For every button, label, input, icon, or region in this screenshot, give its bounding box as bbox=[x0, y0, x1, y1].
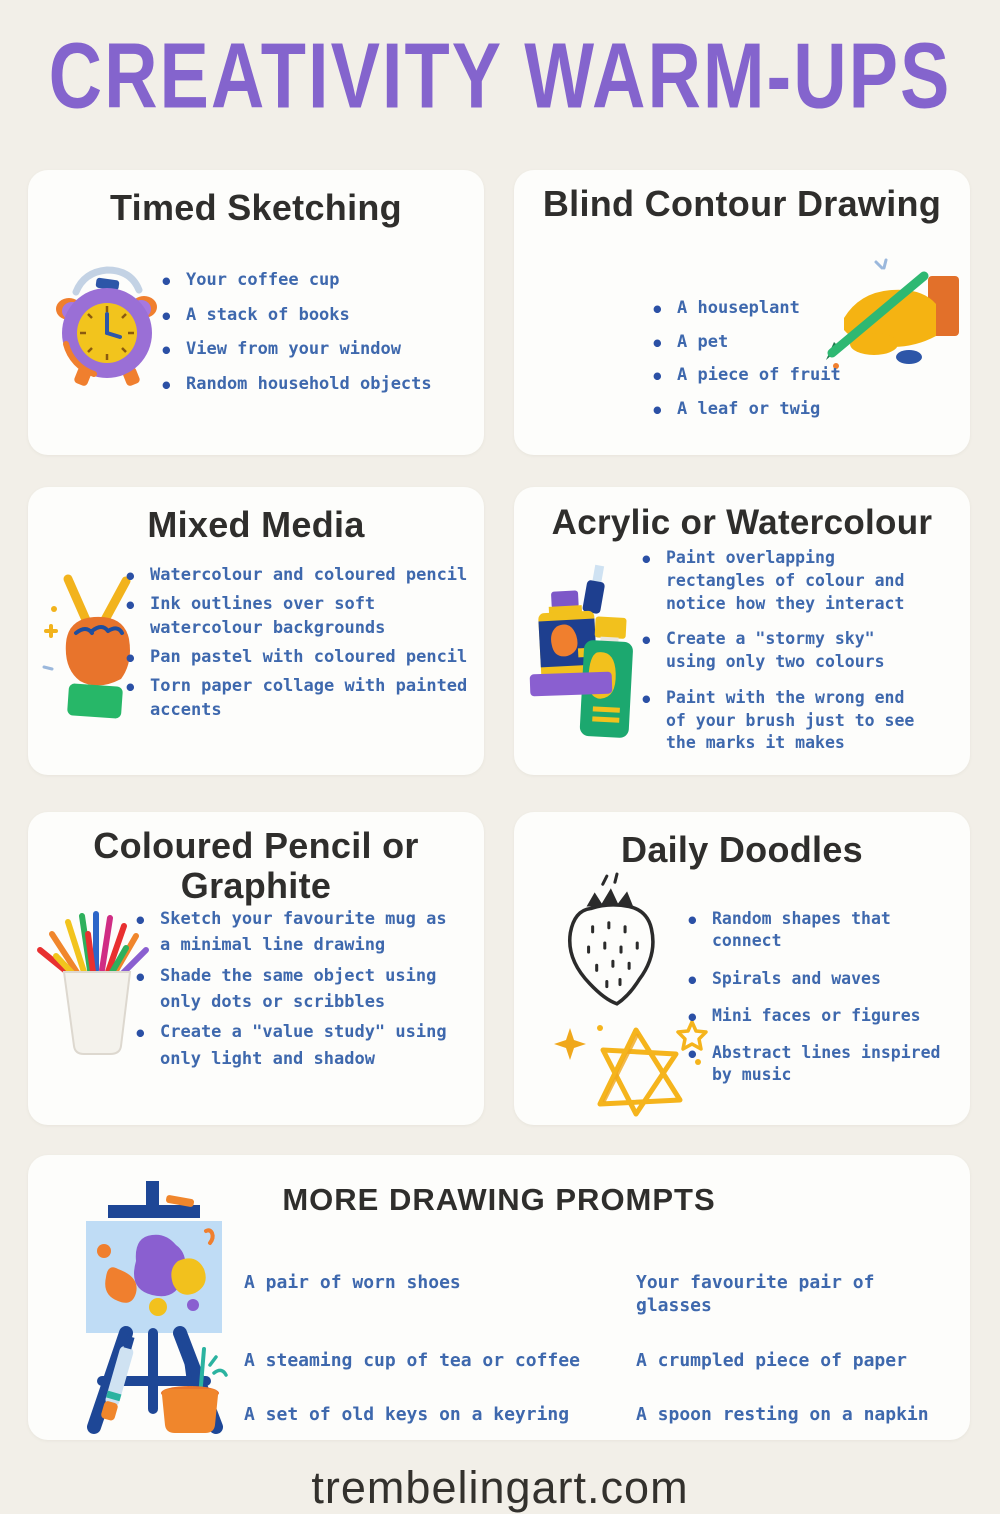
list-item: • A leaf or twig bbox=[647, 397, 897, 423]
website-url: trembelingart.com bbox=[311, 1462, 689, 1513]
prompt-list bbox=[120, 563, 472, 727]
prompt-list bbox=[636, 547, 928, 768]
prompt-item: Your favourite pair of glasses bbox=[636, 1272, 875, 1317]
list-item: • Spirals and waves bbox=[682, 968, 954, 990]
list-item: • Abstract lines inspired by music bbox=[682, 1042, 954, 1087]
prompt-item: A pair of worn shoes bbox=[244, 1272, 461, 1293]
card-daily-doodles bbox=[514, 812, 970, 1125]
card-heading: MORE DRAWING PROMPTS bbox=[282, 1182, 716, 1217]
card-timed-sketching bbox=[28, 170, 484, 455]
card-acrylic-or-watercolour bbox=[514, 487, 970, 775]
prompt-list bbox=[130, 906, 452, 1076]
list-item: • Mini faces or figures bbox=[682, 1005, 954, 1027]
more-prompts-grid bbox=[244, 1271, 956, 1427]
list-item: • Your coffee cup bbox=[156, 268, 484, 294]
easel-icon bbox=[64, 1177, 240, 1435]
card-heading: Mixed Media bbox=[147, 504, 365, 545]
card-more-drawing-prompts bbox=[28, 1155, 970, 1440]
list-item: • Watercolour and coloured pencil bbox=[120, 563, 472, 588]
prompt-item: A set of old keys on a keyring bbox=[244, 1404, 570, 1426]
card-heading: Daily Doodles bbox=[621, 829, 863, 870]
list-item: • Paint with the wrong end of your brush just to see the marks it makes bbox=[636, 687, 928, 755]
list-item: • Shade the same object using only dots or scribbles bbox=[130, 963, 452, 1016]
list-item: • A piece of fruit bbox=[647, 363, 897, 389]
list-item: • Create a "value study" using only light and shadow bbox=[130, 1019, 452, 1072]
prompt-item: A steaming cup of tea or coffee bbox=[244, 1349, 580, 1371]
page-title: CREATIVITY WARM-UPS bbox=[48, 23, 952, 128]
list-item: • Sketch your favourite mug as a minimal line drawing bbox=[130, 906, 452, 959]
card-heading: Coloured Pencil or Graphite bbox=[93, 825, 419, 907]
list-item: • Torn paper collage with painted accents bbox=[120, 674, 472, 723]
prompt-item: A crumpled piece of paper bbox=[636, 1349, 907, 1371]
card-heading: Acrylic or Watercolour bbox=[551, 503, 933, 542]
card-mixed-media bbox=[28, 487, 484, 775]
strawberry-doodle-icon bbox=[544, 868, 696, 1018]
paint-tubes-icon bbox=[520, 555, 642, 741]
list-item: • A pet bbox=[647, 330, 897, 356]
list-item: • Paint overlapping rectangles of colour and notice how they interact bbox=[636, 547, 928, 615]
prompt-list bbox=[156, 268, 484, 406]
list-item: • Random household objects bbox=[156, 372, 484, 398]
prompt-item: A spoon resting on a napkin bbox=[636, 1404, 929, 1426]
list-item: • A stack of books bbox=[156, 303, 484, 329]
card-coloured-pencil-or-graphite bbox=[28, 812, 484, 1125]
list-item: • Random shapes that connect bbox=[682, 908, 954, 953]
list-item: • View from your window bbox=[156, 337, 484, 363]
card-heading: Blind Contour Drawing bbox=[542, 183, 942, 224]
list-item: • Create a "stormy sky" using only two colours bbox=[636, 628, 928, 674]
list-item: • Ink outlines over soft watercolour backgrounds bbox=[120, 592, 472, 641]
prompt-list bbox=[647, 296, 897, 430]
alarm-clock-icon bbox=[46, 256, 168, 390]
card-blind-contour-drawing bbox=[514, 170, 970, 455]
prompt-list bbox=[682, 908, 954, 1102]
card-heading: Timed Sketching bbox=[110, 187, 402, 228]
list-item: • Pan pastel with coloured pencil bbox=[120, 645, 472, 670]
list-item: • A houseplant bbox=[647, 296, 897, 322]
